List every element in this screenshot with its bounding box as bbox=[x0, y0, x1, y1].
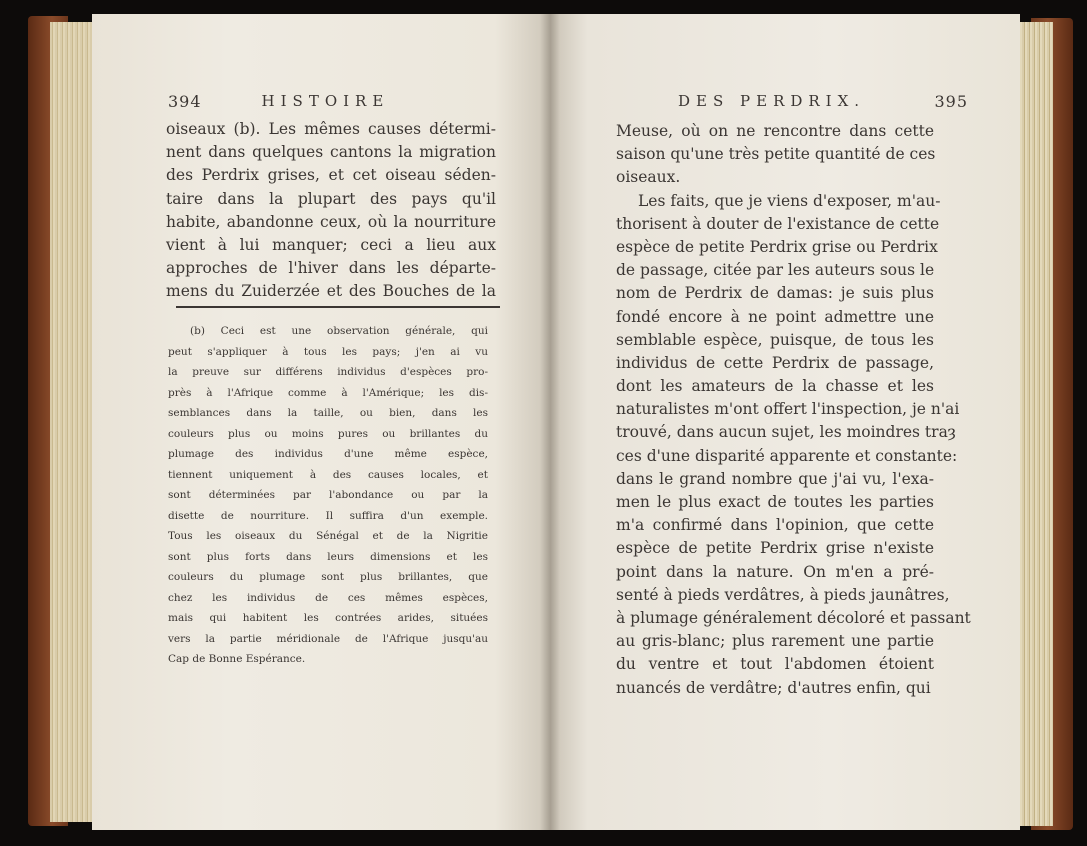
body-text-line: semblable espèce, puisque, de tous les bbox=[616, 330, 934, 349]
right-page-stack bbox=[1017, 22, 1053, 826]
footnote-text-line: semblances dans la taille, ou bien, dans les bbox=[168, 407, 488, 419]
left-body-text bbox=[166, 118, 496, 304]
body-text-line: men le plus exact de toutes les parties bbox=[616, 493, 934, 511]
body-text-line: Les faits, que je viens d'exposer, m'au- bbox=[638, 191, 941, 210]
body-text-line: nuancés de verdâtre; d'autres enfin, qui bbox=[616, 678, 931, 697]
body-text-line: individus de cette Perdrix de passage, bbox=[616, 353, 934, 372]
body-text-line: naturalistes m'ont offert l'inspection, je n'ai bbox=[616, 400, 960, 419]
footnote-text-line: disette de nourriture. Il suffira d'un exemple. bbox=[168, 509, 488, 522]
left-page-header bbox=[168, 88, 468, 114]
right-page-header bbox=[678, 88, 968, 114]
body-text-line: dont les amateurs de la chasse et les bbox=[616, 377, 934, 396]
body-text-line: espèce de petite Perdrix grise n'existe bbox=[616, 539, 934, 558]
footnote-text-line: vers la partie méridionale de l'Afrique jusqu'au bbox=[168, 632, 488, 645]
right-running-title: DES PERDRIX. bbox=[678, 92, 866, 110]
body-text-line: point dans la nature. On m'en a pré- bbox=[616, 562, 934, 581]
right-body-text bbox=[616, 120, 971, 700]
footnote-text-line: tiennent uniquement à des causes locales, et bbox=[168, 468, 488, 481]
footnote-text-line: couleurs plus ou moins pures ou brillantes du bbox=[168, 427, 488, 440]
body-text-line: nent dans quelques cantons la migration bbox=[166, 143, 496, 162]
body-text-line: saison qu'une très petite quantité de ces bbox=[616, 145, 936, 164]
body-text-line: au gris-blanc; plus rarement une partie bbox=[616, 632, 934, 651]
body-text-line: m'a confirmé dans l'opinion, que cette bbox=[616, 516, 934, 535]
body-text-line: ces d'une disparité apparente et constante: bbox=[616, 446, 958, 465]
left-page-number: 394 bbox=[168, 91, 202, 111]
body-text-line: de passage, citée par les auteurs sous le bbox=[616, 261, 935, 280]
body-text-line: fondé encore à ne point admettre une bbox=[616, 307, 934, 326]
footnote-rule bbox=[176, 306, 500, 308]
footnote-text-line: sont plus forts dans leurs dimensions et les bbox=[168, 550, 488, 563]
footnote-text-line: la preuve sur différens individus d'espèces pro- bbox=[168, 366, 488, 378]
body-text-line: du ventre et tout l'abdomen étoient bbox=[616, 655, 934, 674]
body-text-line: espèce de petite Perdrix grise ou Perdrix bbox=[616, 237, 938, 256]
book-gutter bbox=[540, 14, 560, 830]
footnote-text-line: mais qui habitent les contrées arides, situées bbox=[168, 612, 488, 624]
body-text-line: habite, abandonne ceux, où la nourriture bbox=[166, 212, 496, 231]
left-running-title: HISTOIRE bbox=[261, 92, 390, 110]
body-text-line: oiseaux. bbox=[616, 168, 681, 187]
body-text-line: taire dans la plupart des pays qu'il bbox=[166, 189, 496, 208]
footnote-text-line: couleurs du plumage sont plus brillantes, que bbox=[168, 571, 488, 583]
footnote-text-line: Tous les oiseaux du Sénégal et de la Nigritie bbox=[168, 530, 488, 542]
body-text-line: dans le grand nombre que j'ai vu, l'exa- bbox=[616, 469, 934, 488]
body-text-line: nom de Perdrix de damas: je suis plus bbox=[616, 284, 934, 303]
body-text-line: thorisent à douter de l'existance de cette bbox=[616, 214, 940, 233]
footnote-text-line: Cap de Bonne Espérance. bbox=[168, 653, 306, 665]
body-text-line: à plumage généralement décoloré et passant bbox=[616, 608, 971, 627]
footnote-text-line: chez les individus de ces mêmes espèces, bbox=[168, 591, 488, 604]
footnote-text-line: plumage des individus d'une même espèce, bbox=[168, 448, 488, 460]
left-page-stack bbox=[50, 22, 96, 822]
footnote-text-line: (b) Ceci est une observation générale, qui bbox=[190, 325, 488, 337]
footnote-text-line: près à l'Afrique comme à l'Amérique; les dis- bbox=[168, 386, 488, 399]
footnote-text-line: sont déterminées par l'abondance ou par la bbox=[168, 489, 488, 501]
body-text-line: des Perdrix grises, et cet oiseau séden- bbox=[166, 166, 496, 185]
right-page bbox=[550, 14, 1020, 830]
left-page bbox=[92, 14, 550, 830]
body-text-line: oiseaux (b). Les mêmes causes détermi- bbox=[166, 120, 496, 138]
body-text-line: Meuse, où on ne rencontre dans cette bbox=[616, 122, 934, 140]
right-page-number: 395 bbox=[934, 91, 968, 111]
body-text-line: trouvé, dans aucun sujet, les moindres traȝ bbox=[616, 423, 956, 442]
body-text-line: vient à lui manquer; ceci a lieu aux bbox=[166, 235, 496, 254]
body-text-line: mens du Zuiderzée et des Bouches de la bbox=[166, 282, 496, 301]
footnote-text-line: peut s'appliquer à tous les pays; j'en ai vu bbox=[168, 345, 488, 358]
body-text-line: senté à pieds verdâtres, à pieds jaunâtres, bbox=[616, 585, 950, 604]
body-text-line: approches de l'hiver dans les départe- bbox=[166, 259, 496, 278]
left-footnote bbox=[168, 321, 488, 670]
